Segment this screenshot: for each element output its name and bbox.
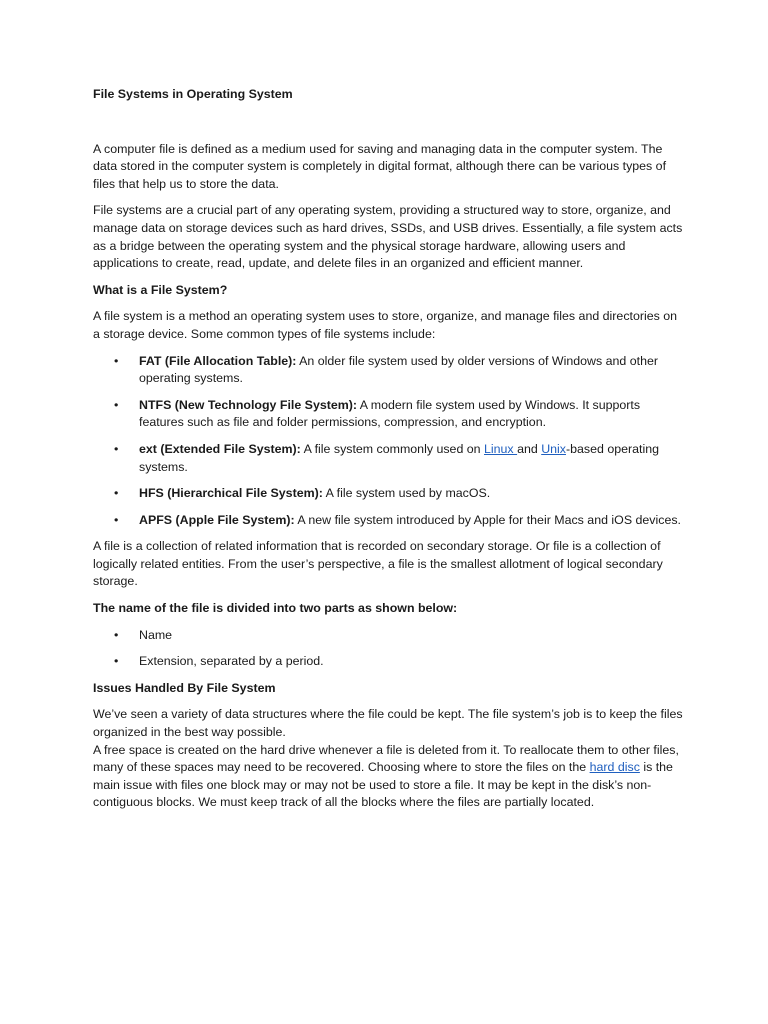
list-item-ext bbox=[93, 441, 683, 476]
list-item-name bbox=[93, 627, 683, 645]
name-part-label: Name bbox=[139, 627, 173, 642]
list-item-apfs bbox=[93, 512, 683, 530]
intro-paragraph-1: A computer file is defined as a medium used for saving and managing data in the computer system. The data stored in the computer system is completely in digital format, although there can be various types of files that help us to store the data. bbox=[93, 141, 667, 191]
intro-paragraph-2: File systems are a crucial part of any operating system, providing a structured way to store, organize, and manage data on storage devices such as hard drives, SSDs, and USB drives. Essentially, a file system acts as a bridge between the operating system and the physical storage hardware, allowing users and applications to create, read, update, and delete files in an organized and efficient manner. bbox=[93, 203, 683, 271]
bullet-icon: • bbox=[114, 512, 119, 527]
term-ext: ext (Extended File System): bbox=[139, 441, 301, 456]
bullet-icon: • bbox=[114, 353, 119, 368]
list-item-hfs bbox=[93, 485, 683, 503]
desc-ext-after: -based operating systems. bbox=[139, 441, 659, 474]
term-hfs: HFS (Hierarchical File System): bbox=[139, 486, 323, 501]
issues-paragraph-2 bbox=[93, 742, 683, 812]
linux-link[interactable]: Linux bbox=[484, 441, 518, 456]
name-parts-heading: The name of the file is divided into two parts as shown below: bbox=[93, 601, 458, 616]
bullet-icon: • bbox=[114, 486, 119, 501]
desc-fat: An older file system used by older versions of Windows and other operating systems. bbox=[139, 353, 658, 386]
issues-p2-after: is the main issue with files one block may or may not be used to store a file. It may be kept in the disk’s non-contiguous blocks. We must keep track of all the blocks where the files are partially located. bbox=[93, 760, 673, 810]
list-item-extension bbox=[93, 653, 683, 671]
bullet-icon: • bbox=[114, 654, 119, 669]
term-ntfs: NTFS (New Technology File System): bbox=[139, 397, 358, 412]
what-is-paragraph: A file system is a method an operating system uses to store, organize, and manage files and directories on a storage device. Some common types of file systems include: bbox=[93, 309, 678, 341]
desc-ext-middle: and bbox=[517, 441, 542, 456]
document-title: File Systems in Operating System bbox=[93, 87, 293, 101]
term-apfs: APFS (Apple File System): bbox=[139, 512, 295, 527]
desc-hfs: A file system used by macOS. bbox=[322, 486, 491, 501]
extension-part-label: Extension, separated by a period. bbox=[139, 654, 324, 669]
desc-apfs: A new file system introduced by Apple for their Macs and iOS devices. bbox=[294, 512, 681, 527]
file-definition-paragraph: A file is a collection of related information that is recorded on secondary storage. Or file is a collection of logically related entities. From the user’s perspective, a file is the smallest allotment of logical secondary storage. bbox=[93, 539, 663, 589]
document-page bbox=[93, 86, 683, 821]
hard-disc-link[interactable]: hard disc bbox=[589, 760, 640, 775]
issues-heading: Issues Handled By File System bbox=[93, 680, 276, 695]
bullet-icon: • bbox=[114, 441, 119, 456]
list-item-fat bbox=[93, 353, 683, 388]
issues-paragraph-1: We’ve seen a variety of data structures where the file could be kept. The file system’s job is to keep the files organized in the best way possible. bbox=[93, 707, 683, 740]
list-item-ntfs bbox=[93, 397, 683, 432]
bullet-icon: • bbox=[114, 627, 119, 642]
name-parts-list bbox=[93, 627, 683, 671]
bullet-icon: • bbox=[114, 397, 119, 412]
desc-ntfs: A modern file system used by Windows. It supports features such as file and folder permissions, compression, and encryption. bbox=[139, 397, 641, 430]
file-system-types-list bbox=[93, 353, 683, 530]
desc-ext-before: A file system commonly used on bbox=[300, 441, 484, 456]
term-fat: FAT (File Allocation Table): bbox=[139, 353, 297, 368]
unix-link[interactable]: Unix bbox=[541, 441, 566, 456]
what-is-heading: What is a File System? bbox=[93, 282, 228, 297]
issues-p2-before: A free space is created on the hard drive whenever a file is deleted from it. To reallocate them to other files, many of these spaces may need to be recovered. Choosing where to store the files on the bbox=[93, 742, 679, 775]
